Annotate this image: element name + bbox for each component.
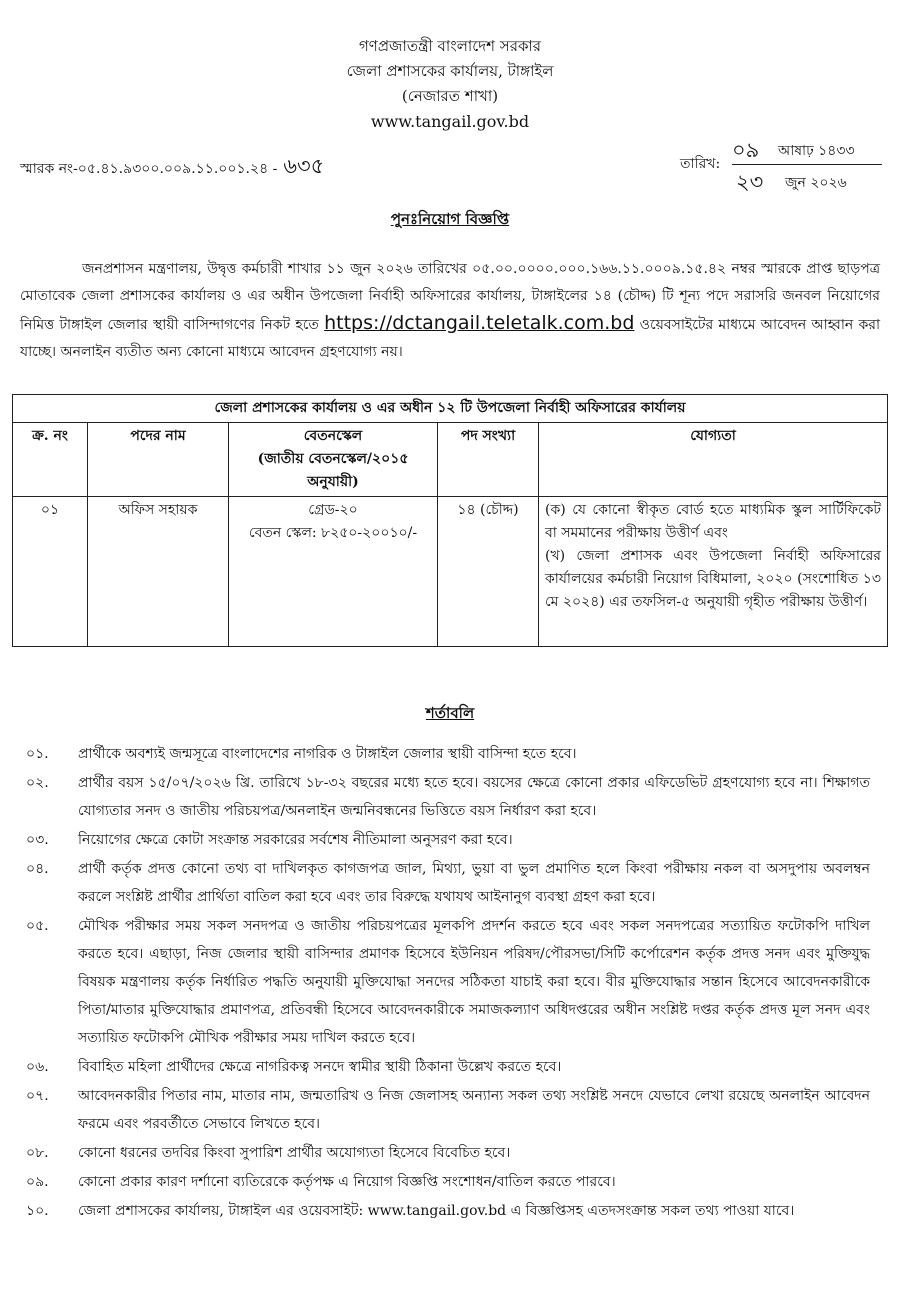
list-item	[0, 1197, 900, 1225]
qualification-a: (ক) যে কোনো স্বীকৃত বোর্ড হতে মাধ্যমিক স্কুল সার্টিফিকেট বা সমমানের পরীক্ষায় উত্তীর্ণ এবং	[545, 502, 881, 541]
memo-label: স্মারক নং-০৫.৪১.৯৩০০.০০৯.১১.০০১.২৪ -	[20, 161, 278, 177]
term-text: প্রার্থী কর্তৃক প্রদত্ত কোনো তথ্য বা দাখিলকৃত কাগজপত্র জাল, মিথ্যা, ভুয়া বা ভুল প্রমাণিত হলে কিংবা পরীক্ষায় নকল বা অসদুপায় অবলম্বন করলে সংশ্লিষ্ট প্রার্থীর প্রার্থিতা বাতিল করা হবে এবং তার বিরুদ্ধে যথাযথ আইনানুগ ব্যবস্থা গ্রহণ করা হবে।	[78, 861, 870, 905]
term-number: ০১.	[26, 746, 49, 762]
row-scale-range: বেতন স্কেল: ৮২৫০-২০০১০/-	[248, 525, 418, 541]
header-serial: ক্র. নং	[13, 423, 88, 497]
table-row	[13, 497, 888, 647]
term-number: ০২.	[26, 775, 49, 791]
intro-text-before: জনপ্রশাসন মন্ত্রণালয়, উদ্বৃত্ত কর্মচারী শাখার ১১ জুন ২০২৬ তারিখের ০৫.০০.০০০০.০০০.১৬৬.১১.০০০৯.১৫.৪২ নম্বর স্মারকে প্রাপ্ত ছাড়পত্র মোতাবেক জেলা প্রশাসকের কার্যালয় ও এর অধীন উপজেলা নির্বাহী অফিসারের কার্যালয়, টাঙ্গাইলের ১৪ (চৌদ্দ) টি শূন্য পদে সরাসরি জনবল নিয়োগের নিমিত্ত টাঙ্গাইল জেলার স্থায়ী বাসিন্দাগণের নিকট হতে	[20, 261, 880, 333]
memo-number	[20, 150, 324, 185]
term-text: মৌখিক পরীক্ষার সময় সকল সনদপত্র ও জাতীয় পরিচয়পত্রের মূলকপি প্রদর্শন করতে হবে এবং সকল সনদপত্রের সত্যায়িত ফটোকপি দাখিল করতে হবে। এছাড়া, নিজ জেলার স্থায়ী বাসিন্দার প্রমাণক হিসেবে ইউনিয়ন পরিষদ/পৌরসভা/সিটি কর্পোরেশন কর্তৃক প্রদত্ত সনদ এবং মুক্তিযুদ্ধ বিষয়ক মন্ত্রণালয় কর্তৃক নির্ধারিত পদ্ধতি অনুযায়ী মুক্তিযোদ্ধা সনদের সঠিকতা যাচাই করা হবে। বীর মুক্তিযোদ্ধার সন্তান হিসেবে আবেদনকারীকে পিতা/মাতার মুক্তিযোদ্ধার প্রমাণপত্র, প্রতিবন্ধী হিসেবে আবেদনকারীকে সমাজকল্যাণ অধিদপ্তরের অধীন সংশ্লিষ্ট দপ্তর কর্তৃক প্রদত্ত মূল সনদ এবং সত্যায়িত ফটোকপি মৌখিক পরীক্ষার সময় দাখিল করতে হবে।	[78, 918, 870, 1046]
term-number: ০৭.	[26, 1088, 49, 1104]
qualification-b: (খ) জেলা প্রশাসক এবং উপজেলা নির্বাহী অফিসারের কার্যালয়ের কর্মচারী নিয়োগ বিধিমালা, ২০২০ (সংশোধিত ১৩ মে ২০২৪) এর তফসিল-৫ অনুযায়ী গৃহীত পরীক্ষায় উত্তীর্ণ।	[545, 548, 881, 610]
header-post: পদের নাম	[88, 423, 229, 497]
row-qualification	[539, 497, 888, 647]
term-number: ০৪.	[26, 861, 49, 877]
term-text: কোনো প্রকার কারণ দর্শানো ব্যতিরেকে কর্তৃপক্ষ এ নিয়োগ বিজ্ঞপ্তি সংশোধন/বাতিল করতে পারবে।	[78, 1174, 616, 1190]
application-url-link[interactable]: https://dctangail.teletalk.com.bd	[324, 312, 635, 334]
list-item	[0, 912, 900, 1052]
term-number: ০৩.	[26, 832, 49, 848]
row-serial: ০১	[13, 497, 88, 647]
header-count: পদ সংখ্যা	[438, 423, 539, 497]
memo-handwritten-number: ৬৩৫	[283, 154, 325, 178]
date-block	[680, 134, 885, 192]
list-item	[0, 1082, 900, 1138]
header-scale	[229, 423, 438, 497]
term-text: নিয়োগের ক্ষেত্রে কোটা সংক্রান্ত সরকারের সর্বশেষ নীতিমালা অনুসরণ করা হবে।	[78, 832, 513, 848]
header-scale-line2: (জাতীয় বেতনস্কেল/২০১৫ অনুযায়ী)	[257, 451, 409, 490]
table-header-row	[13, 423, 888, 497]
date-label: তারিখ:	[680, 156, 721, 172]
table-caption-row	[13, 395, 888, 423]
date-month-english: জুন ২০২৬	[785, 175, 847, 191]
row-grade: গ্রেড-২০	[308, 502, 358, 518]
list-item	[0, 1053, 900, 1081]
term-number: ০৬.	[26, 1059, 49, 1075]
row-scale	[229, 497, 438, 647]
office-website: www.tangail.gov.bd	[370, 112, 530, 131]
list-item	[0, 826, 900, 854]
term-number: ০৮.	[26, 1145, 49, 1161]
notice-title: পুনঃনিয়োগ বিজ্ঞপ্তি	[390, 210, 510, 228]
intro-paragraph	[20, 256, 880, 366]
row-post: অফিস সহায়ক	[88, 497, 229, 647]
date-month-bangla: আষাঢ় ১৪৩৩	[778, 143, 855, 159]
term-text: বিবাহিত মহিলা প্রার্থীদের ক্ষেত্রে নাগরিকত্ব সনদে স্বামীর স্থায়ী ঠিকানা উল্লেখ করতে হবে।	[78, 1059, 562, 1075]
govt-name: গণপ্রজাতন্ত্রী বাংলাদেশ সরকার	[358, 37, 542, 55]
date-divider	[732, 164, 882, 165]
term-text: প্রার্থীকে অবশ্যই জন্মসূত্রে বাংলাদেশের নাগরিক ও টাঙ্গাইল জেলার স্থায়ী বাসিন্দা হতে হবে।	[78, 746, 577, 762]
row-count: ১৪ (চৌদ্দ)	[438, 497, 539, 647]
table-caption: জেলা প্রশাসকের কার্যালয় ও এর অধীন ১২ টি উপজেলা নির্বাহী অফিসারের কার্যালয়	[13, 395, 888, 423]
term-text: প্রার্থীর বয়স ১৫/০৭/২০২৬ খ্রি. তারিখে ১৮-৩২ বছরের মধ্যে হতে হবে। বয়সের ক্ষেত্রে কোনো প্রকার এফিডেভিট গ্রহণযোগ্য হবে না। শিক্ষাগত যোগ্যতার সনদ ও জাতীয় পরিচয়পত্র/অনলাইন জন্মনিবন্ধনের ভিত্তিতে বয়স নির্ধারণ করা হবে।	[78, 775, 870, 819]
term-text: জেলা প্রশাসকের কার্যালয়, টাঙ্গাইল এর ওয়েবসাইট: www.tangail.gov.bd এ বিজ্ঞপ্তিসহ এতদসংক্রান্ত সকল তথ্য পাওয়া যাবে।	[78, 1203, 795, 1219]
date-day-bangla: ০৯	[732, 138, 760, 162]
header-scale-line1: বেতনস্কেল	[303, 428, 363, 444]
list-item	[0, 1139, 900, 1167]
section-name: (নেজারত শাখা)	[401, 87, 499, 105]
term-number: ০৯.	[26, 1174, 49, 1190]
terms-list	[0, 740, 900, 1226]
term-text: আবেদনকারীর পিতার নাম, মাতার নাম, জন্মতারিখ ও নিজ জেলাসহ অন্যান্য সকল তথ্য সংশ্লিষ্ট সনদে যেভাবে লেখা রয়েছে অনলাইন আবেদন ফরমে এবং পরবর্তীতে সেভাবে লিখতে হবে।	[78, 1088, 870, 1132]
letterhead	[0, 34, 900, 135]
posts-table	[12, 394, 888, 647]
term-number: ০৫.	[26, 918, 49, 934]
terms-title: শর্তাবলি	[425, 704, 475, 722]
date-day-english: ২৩	[736, 170, 764, 194]
list-item	[0, 769, 900, 825]
header-qualification: যোগ্যতা	[539, 423, 888, 497]
list-item	[0, 855, 900, 911]
office-name: জেলা প্রশাসকের কার্যালয়, টাঙ্গাইল	[346, 62, 554, 80]
intro-text-after: ওয়েবসাইটের মাধ্যমে আবেদন আহ্বান করা যাচ্ছে। অনলাইন ব্যতীত অন্য কোনো মাধ্যমে আবেদন গ্রহণযোগ্য নয়।	[20, 317, 881, 360]
term-number: ১০.	[26, 1203, 49, 1219]
list-item	[0, 1168, 900, 1196]
term-text: কোনো ধরনের তদবির কিংবা সুপারিশ প্রার্থীর অযোগ্যতা হিসেবে বিবেচিত হবে।	[78, 1145, 511, 1161]
list-item	[0, 740, 900, 768]
